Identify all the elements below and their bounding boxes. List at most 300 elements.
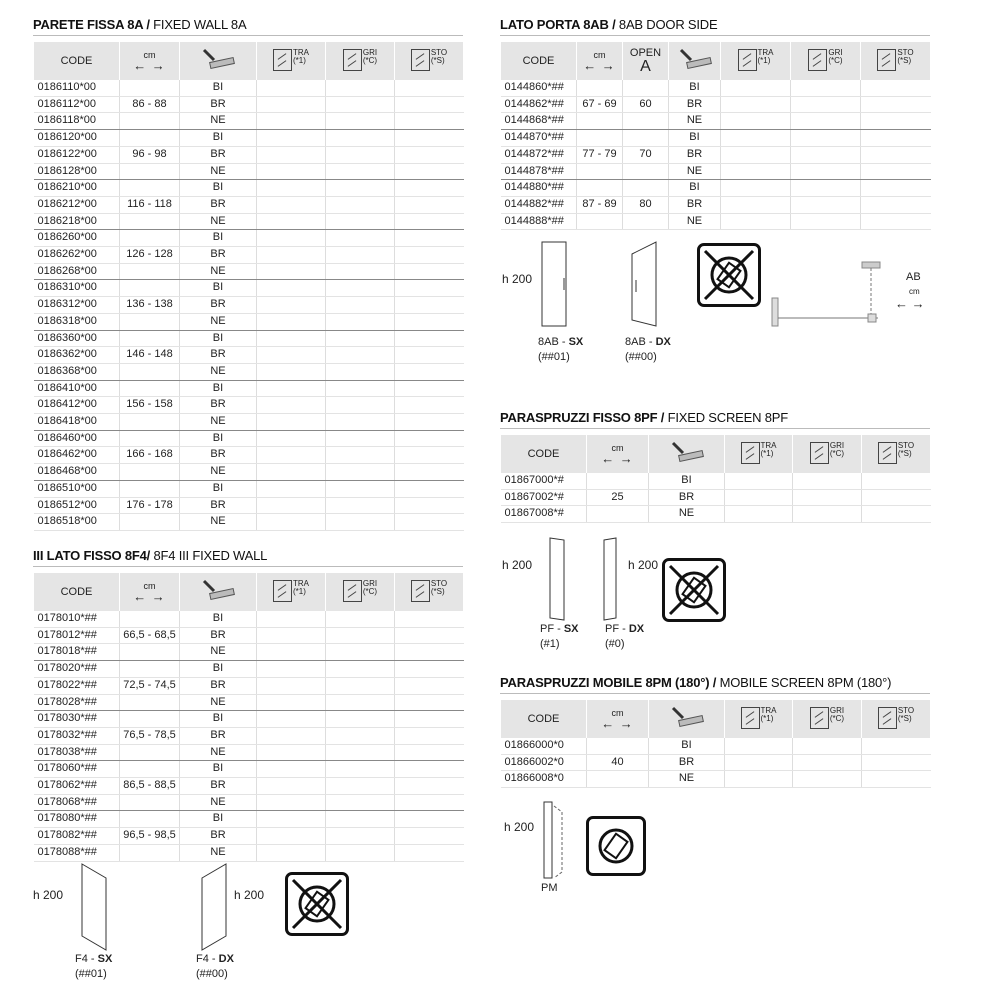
code-cell: 0178028*## — [34, 694, 120, 711]
code-cell: 0186318*00 — [34, 313, 120, 330]
table-row — [34, 794, 464, 811]
gri-cell — [791, 146, 861, 163]
size-cell: 166 - 168 — [120, 447, 180, 464]
header-profile-icon — [180, 573, 257, 611]
tra-cell — [257, 744, 326, 761]
sto-cell — [395, 180, 464, 197]
finish-cell: BI — [180, 761, 257, 778]
table-header — [501, 42, 931, 80]
width-arrow-icon: ← → — [583, 58, 616, 73]
table-row — [34, 363, 464, 380]
code-cell: 0186360*00 — [34, 330, 120, 347]
size-cell: 176 - 178 — [120, 497, 180, 514]
finish-cell: BI — [180, 330, 257, 347]
gri-cell — [326, 514, 395, 531]
code-cell: 0186462*00 — [34, 447, 120, 464]
size-cell — [120, 761, 180, 778]
tra-cell — [257, 363, 326, 380]
sto-cell — [395, 661, 464, 678]
size-cell — [120, 163, 180, 180]
table-fixed-screen-8pf — [500, 435, 931, 523]
size-cell — [120, 794, 180, 811]
gri-cell — [326, 297, 395, 314]
size-cell: 136 - 138 — [120, 297, 180, 314]
finish-cell: BI — [180, 80, 257, 96]
label-pf-dx: PF - DX (#0) — [605, 623, 645, 650]
table-header — [501, 700, 931, 738]
tra-cell — [257, 661, 326, 678]
table-fixed-wall-8a — [33, 42, 464, 531]
tra-cell — [257, 464, 326, 481]
sto-cell — [395, 677, 464, 694]
finish-tra-icon: TRA (*1) — [741, 707, 777, 729]
finish-gri-icon: GRI (*C) — [810, 707, 844, 729]
finish-cell: BI — [180, 480, 257, 497]
tra-cell — [257, 677, 326, 694]
code-cell: 0186268*00 — [34, 263, 120, 280]
table-row — [501, 754, 931, 771]
finish-cell: BI — [180, 661, 257, 678]
tra-cell — [725, 489, 793, 506]
gri-cell — [326, 196, 395, 213]
gri-cell — [326, 794, 395, 811]
tra-cell — [257, 778, 326, 795]
sto-cell — [861, 180, 931, 197]
code-cell: 0178038*## — [34, 744, 120, 761]
gri-cell — [326, 113, 395, 130]
panel-f4-dx-drawing — [200, 862, 230, 952]
section-door-side-8ab — [500, 17, 931, 230]
finish-sto-icon: STO (*S) — [877, 49, 913, 71]
code-cell: 0186210*00 — [34, 180, 120, 197]
sto-cell — [395, 247, 464, 264]
code-cell: 0178018*## — [34, 644, 120, 661]
code-cell: 0186362*00 — [34, 347, 120, 364]
table-row — [34, 330, 464, 347]
sto-cell — [395, 363, 464, 380]
tra-cell — [257, 146, 326, 163]
table-row — [34, 661, 464, 678]
table-fixed-wall-8f4 — [33, 573, 464, 862]
label-f4-dx: F4 - DX (##00) — [196, 953, 234, 980]
height-label: h 200 — [234, 888, 265, 902]
tra-cell — [257, 828, 326, 845]
finish-sto-icon: STO (*S) — [878, 707, 914, 729]
tra-cell — [257, 347, 326, 364]
size-cell — [120, 280, 180, 297]
gri-cell — [791, 196, 861, 213]
door-8ab-sx-drawing — [540, 240, 570, 330]
section-fixed-wall-8a — [33, 17, 464, 531]
header-profile-icon — [669, 42, 721, 80]
finish-cell: NE — [180, 113, 257, 130]
table-row — [34, 247, 464, 264]
code-cell: 0186468*00 — [34, 464, 120, 481]
sto-cell — [395, 694, 464, 711]
code-cell: 0144882*## — [501, 196, 577, 213]
finish-cell: BR — [180, 247, 257, 264]
code-cell: 0178020*## — [34, 661, 120, 678]
size-cell — [577, 113, 623, 130]
finish-cell: NE — [669, 213, 721, 230]
open-cell: 80 — [623, 196, 669, 213]
size-cell: 40 — [587, 754, 649, 771]
gri-cell — [326, 213, 395, 230]
finish-cell: BR — [180, 146, 257, 163]
code-cell: 0144888*## — [501, 213, 577, 230]
table-row — [34, 347, 464, 364]
code-cell: 0178080*## — [34, 811, 120, 828]
gri-cell — [326, 363, 395, 380]
header-width: cm ← → — [120, 42, 180, 80]
header-code: CODE — [501, 700, 587, 738]
code-cell: 0186112*00 — [34, 96, 120, 113]
gri-cell — [326, 464, 395, 481]
finish-tra-icon: TRA (*1) — [273, 49, 309, 71]
size-cell — [577, 213, 623, 230]
size-cell — [120, 113, 180, 130]
size-cell — [577, 130, 623, 147]
gri-cell — [326, 380, 395, 397]
size-cell — [120, 514, 180, 531]
finish-cell: NE — [180, 744, 257, 761]
table-row — [501, 771, 931, 788]
size-cell — [577, 80, 623, 96]
tra-cell — [721, 80, 791, 96]
sto-cell — [395, 627, 464, 644]
height-label: h 200 — [628, 558, 659, 572]
sto-cell — [395, 794, 464, 811]
code-cell: 01866002*0 — [501, 754, 587, 771]
sto-cell — [862, 771, 931, 788]
finish-cell: NE — [649, 506, 725, 523]
header-width: cm ← → — [577, 42, 623, 80]
table-row — [34, 430, 464, 447]
gri-cell — [326, 146, 395, 163]
size-cell: 25 — [587, 489, 649, 506]
table-row — [34, 113, 464, 130]
size-cell: 156 - 158 — [120, 397, 180, 414]
code-cell: 01866008*0 — [501, 771, 587, 788]
finish-cell: NE — [180, 694, 257, 711]
tra-cell — [257, 447, 326, 464]
header-profile-icon — [649, 700, 725, 738]
sto-cell — [395, 297, 464, 314]
table-row — [34, 497, 464, 514]
finish-cell: BI — [180, 180, 257, 197]
tra-cell — [257, 694, 326, 711]
gri-cell — [326, 247, 395, 264]
table-row — [34, 727, 464, 744]
sto-cell — [395, 844, 464, 861]
tra-cell — [257, 844, 326, 861]
tra-cell — [257, 297, 326, 314]
code-cell: 0186310*00 — [34, 280, 120, 297]
sto-cell — [862, 489, 931, 506]
cm-label: cm — [909, 287, 920, 296]
size-cell — [120, 480, 180, 497]
sto-cell — [395, 80, 464, 96]
code-cell: 0186262*00 — [34, 247, 120, 264]
finish-cell: BR — [669, 196, 721, 213]
finish-sto-icon: STO (*S) — [411, 49, 447, 71]
table-row — [34, 711, 464, 728]
sto-cell — [395, 330, 464, 347]
finish-cell: BR — [180, 297, 257, 314]
table-mobile-screen-8pm — [500, 700, 931, 788]
finish-cell: BI — [180, 230, 257, 247]
open-cell — [623, 180, 669, 197]
code-cell: 0178010*## — [34, 611, 120, 627]
sto-cell — [395, 711, 464, 728]
sto-cell — [395, 811, 464, 828]
table-row — [34, 313, 464, 330]
gri-cell — [791, 113, 861, 130]
tra-cell — [257, 213, 326, 230]
code-cell: 0186410*00 — [34, 380, 120, 397]
sto-cell — [395, 430, 464, 447]
table-row — [34, 844, 464, 861]
code-cell: 0178082*## — [34, 828, 120, 845]
open-cell — [623, 213, 669, 230]
gri-cell — [326, 480, 395, 497]
finish-cell: BI — [180, 130, 257, 147]
finish-cell: BI — [180, 280, 257, 297]
size-cell — [120, 263, 180, 280]
no-reverse-icon — [697, 243, 761, 307]
gri-cell — [326, 627, 395, 644]
sto-cell — [395, 727, 464, 744]
gri-cell — [791, 163, 861, 180]
table-row — [501, 113, 931, 130]
table-row — [34, 414, 464, 431]
section-title: III LATO FISSO 8F4/ 8F4 III FIXED WALL — [33, 548, 463, 567]
table-row — [501, 130, 931, 147]
sto-cell — [395, 113, 464, 130]
table-row — [34, 677, 464, 694]
sto-cell — [395, 263, 464, 280]
finish-tra-icon: TRA (*1) — [741, 442, 777, 464]
finish-cell: NE — [180, 464, 257, 481]
finish-gri-icon: GRI (*C) — [810, 442, 844, 464]
code-cell: 0144860*## — [501, 80, 577, 96]
tra-cell — [257, 263, 326, 280]
table-row — [34, 230, 464, 247]
size-cell — [577, 163, 623, 180]
gri-cell — [326, 744, 395, 761]
size-cell: 116 - 118 — [120, 196, 180, 213]
gri-cell — [326, 80, 395, 96]
gri-cell — [793, 738, 862, 754]
table-row — [34, 380, 464, 397]
section-title: PARASPRUZZI FISSO 8PF / FIXED SCREEN 8PF — [500, 410, 930, 429]
sto-cell — [395, 130, 464, 147]
sto-cell — [395, 230, 464, 247]
section-title: PARETE FISSA 8A / FIXED WALL 8A — [33, 17, 463, 36]
finish-cell: BI — [669, 180, 721, 197]
finish-cell: NE — [180, 644, 257, 661]
tra-cell — [721, 96, 791, 113]
table-row — [34, 627, 464, 644]
table-row — [501, 196, 931, 213]
tra-cell — [257, 761, 326, 778]
header-code: CODE — [501, 435, 587, 473]
size-cell: 126 - 128 — [120, 247, 180, 264]
open-cell: 70 — [623, 146, 669, 163]
gri-cell — [326, 447, 395, 464]
gri-cell — [791, 180, 861, 197]
gri-cell — [793, 506, 862, 523]
table-row — [501, 96, 931, 113]
tra-cell — [257, 80, 326, 96]
table-row — [501, 80, 931, 96]
table-row — [34, 778, 464, 795]
tra-cell — [257, 811, 326, 828]
code-cell: 0178068*## — [34, 794, 120, 811]
size-cell — [120, 330, 180, 347]
code-cell: 0178022*## — [34, 677, 120, 694]
open-cell — [623, 113, 669, 130]
finish-cell: BI — [669, 130, 721, 147]
sto-cell — [395, 347, 464, 364]
tra-cell — [257, 480, 326, 497]
gri-cell — [793, 473, 862, 489]
tra-cell — [725, 506, 793, 523]
gri-cell — [326, 96, 395, 113]
tra-cell — [721, 163, 791, 180]
sto-cell — [862, 738, 931, 754]
sto-cell — [395, 778, 464, 795]
table-row — [34, 130, 464, 147]
finish-cell: BR — [180, 196, 257, 213]
finish-cell: BI — [180, 611, 257, 627]
size-cell — [120, 130, 180, 147]
gri-cell — [326, 828, 395, 845]
finish-cell: NE — [180, 313, 257, 330]
table-row — [34, 447, 464, 464]
tra-cell — [257, 380, 326, 397]
label-8ab-sx: 8AB - SX (##01) — [538, 336, 584, 363]
size-cell — [120, 811, 180, 828]
tra-cell — [257, 794, 326, 811]
gri-cell — [326, 414, 395, 431]
code-cell: 01867000*# — [501, 473, 587, 489]
gri-cell — [326, 280, 395, 297]
size-cell — [120, 180, 180, 197]
code-cell: 01866000*0 — [501, 738, 587, 754]
gri-cell — [326, 430, 395, 447]
table-row — [34, 811, 464, 828]
sto-cell — [861, 146, 931, 163]
finish-gri-icon: GRI (*C) — [343, 49, 377, 71]
tra-cell — [725, 738, 793, 754]
code-cell: 01867002*# — [501, 489, 587, 506]
finish-cell: BR — [180, 828, 257, 845]
finish-cell: BR — [180, 627, 257, 644]
table-row — [501, 506, 931, 523]
table-row — [34, 196, 464, 213]
gri-cell — [326, 778, 395, 795]
sto-cell — [395, 447, 464, 464]
code-cell: 0186218*00 — [34, 213, 120, 230]
code-cell: 0186110*00 — [34, 80, 120, 96]
tra-cell — [257, 113, 326, 130]
sto-cell — [395, 96, 464, 113]
gri-cell — [791, 96, 861, 113]
size-cell — [120, 611, 180, 627]
tra-cell — [721, 196, 791, 213]
table-row — [34, 464, 464, 481]
code-cell: 0144872*## — [501, 146, 577, 163]
gri-cell — [326, 811, 395, 828]
gri-cell — [326, 330, 395, 347]
header-open: OPEN A — [623, 42, 669, 80]
finish-cell: NE — [649, 771, 725, 788]
size-cell — [120, 711, 180, 728]
gri-cell — [326, 230, 395, 247]
finish-cell: BI — [649, 473, 725, 489]
header-code: CODE — [34, 42, 120, 80]
finish-cell: NE — [180, 363, 257, 380]
header-width: cm ← → — [587, 700, 649, 738]
finish-cell: BR — [180, 397, 257, 414]
finish-cell: NE — [180, 163, 257, 180]
tra-cell — [257, 627, 326, 644]
sto-cell — [395, 644, 464, 661]
tra-cell — [257, 711, 326, 728]
table-row — [34, 213, 464, 230]
gri-cell — [326, 611, 395, 627]
screen-pf-dx-drawing — [600, 536, 620, 622]
height-label: h 200 — [502, 272, 533, 286]
sto-cell — [395, 280, 464, 297]
label-pf-sx: PF - SX (#1) — [540, 623, 579, 650]
table-row — [34, 514, 464, 531]
sto-cell — [861, 213, 931, 230]
label-f4-sx: F4 - SX (##01) — [75, 953, 113, 980]
table-row — [34, 297, 464, 314]
code-cell: 0178030*## — [34, 711, 120, 728]
table-row — [34, 80, 464, 96]
gri-cell — [793, 489, 862, 506]
tra-cell — [721, 213, 791, 230]
size-cell — [120, 213, 180, 230]
gri-cell — [791, 213, 861, 230]
finish-cell: BI — [180, 380, 257, 397]
finish-cell: BI — [180, 430, 257, 447]
tra-cell — [257, 313, 326, 330]
size-cell: 76,5 - 78,5 — [120, 727, 180, 744]
tra-cell — [257, 727, 326, 744]
sto-cell — [395, 744, 464, 761]
sto-cell — [395, 611, 464, 627]
code-cell: 0186120*00 — [34, 130, 120, 147]
tra-cell — [257, 644, 326, 661]
gri-cell — [326, 263, 395, 280]
gri-cell — [326, 727, 395, 744]
section-title: PARASPRUZZI MOBILE 8PM (180°) / MOBILE SCREEN 8PM (180°) — [500, 675, 930, 694]
tra-cell — [257, 497, 326, 514]
table-row — [501, 213, 931, 230]
sto-cell — [861, 196, 931, 213]
size-cell — [120, 694, 180, 711]
section-title: LATO PORTA 8AB / 8AB DOOR SIDE — [500, 17, 930, 36]
table-row — [34, 480, 464, 497]
width-arrow-icon: ← → — [133, 58, 166, 73]
tra-cell — [257, 611, 326, 627]
finish-cell: BI — [669, 80, 721, 96]
header-profile-icon — [180, 42, 257, 80]
